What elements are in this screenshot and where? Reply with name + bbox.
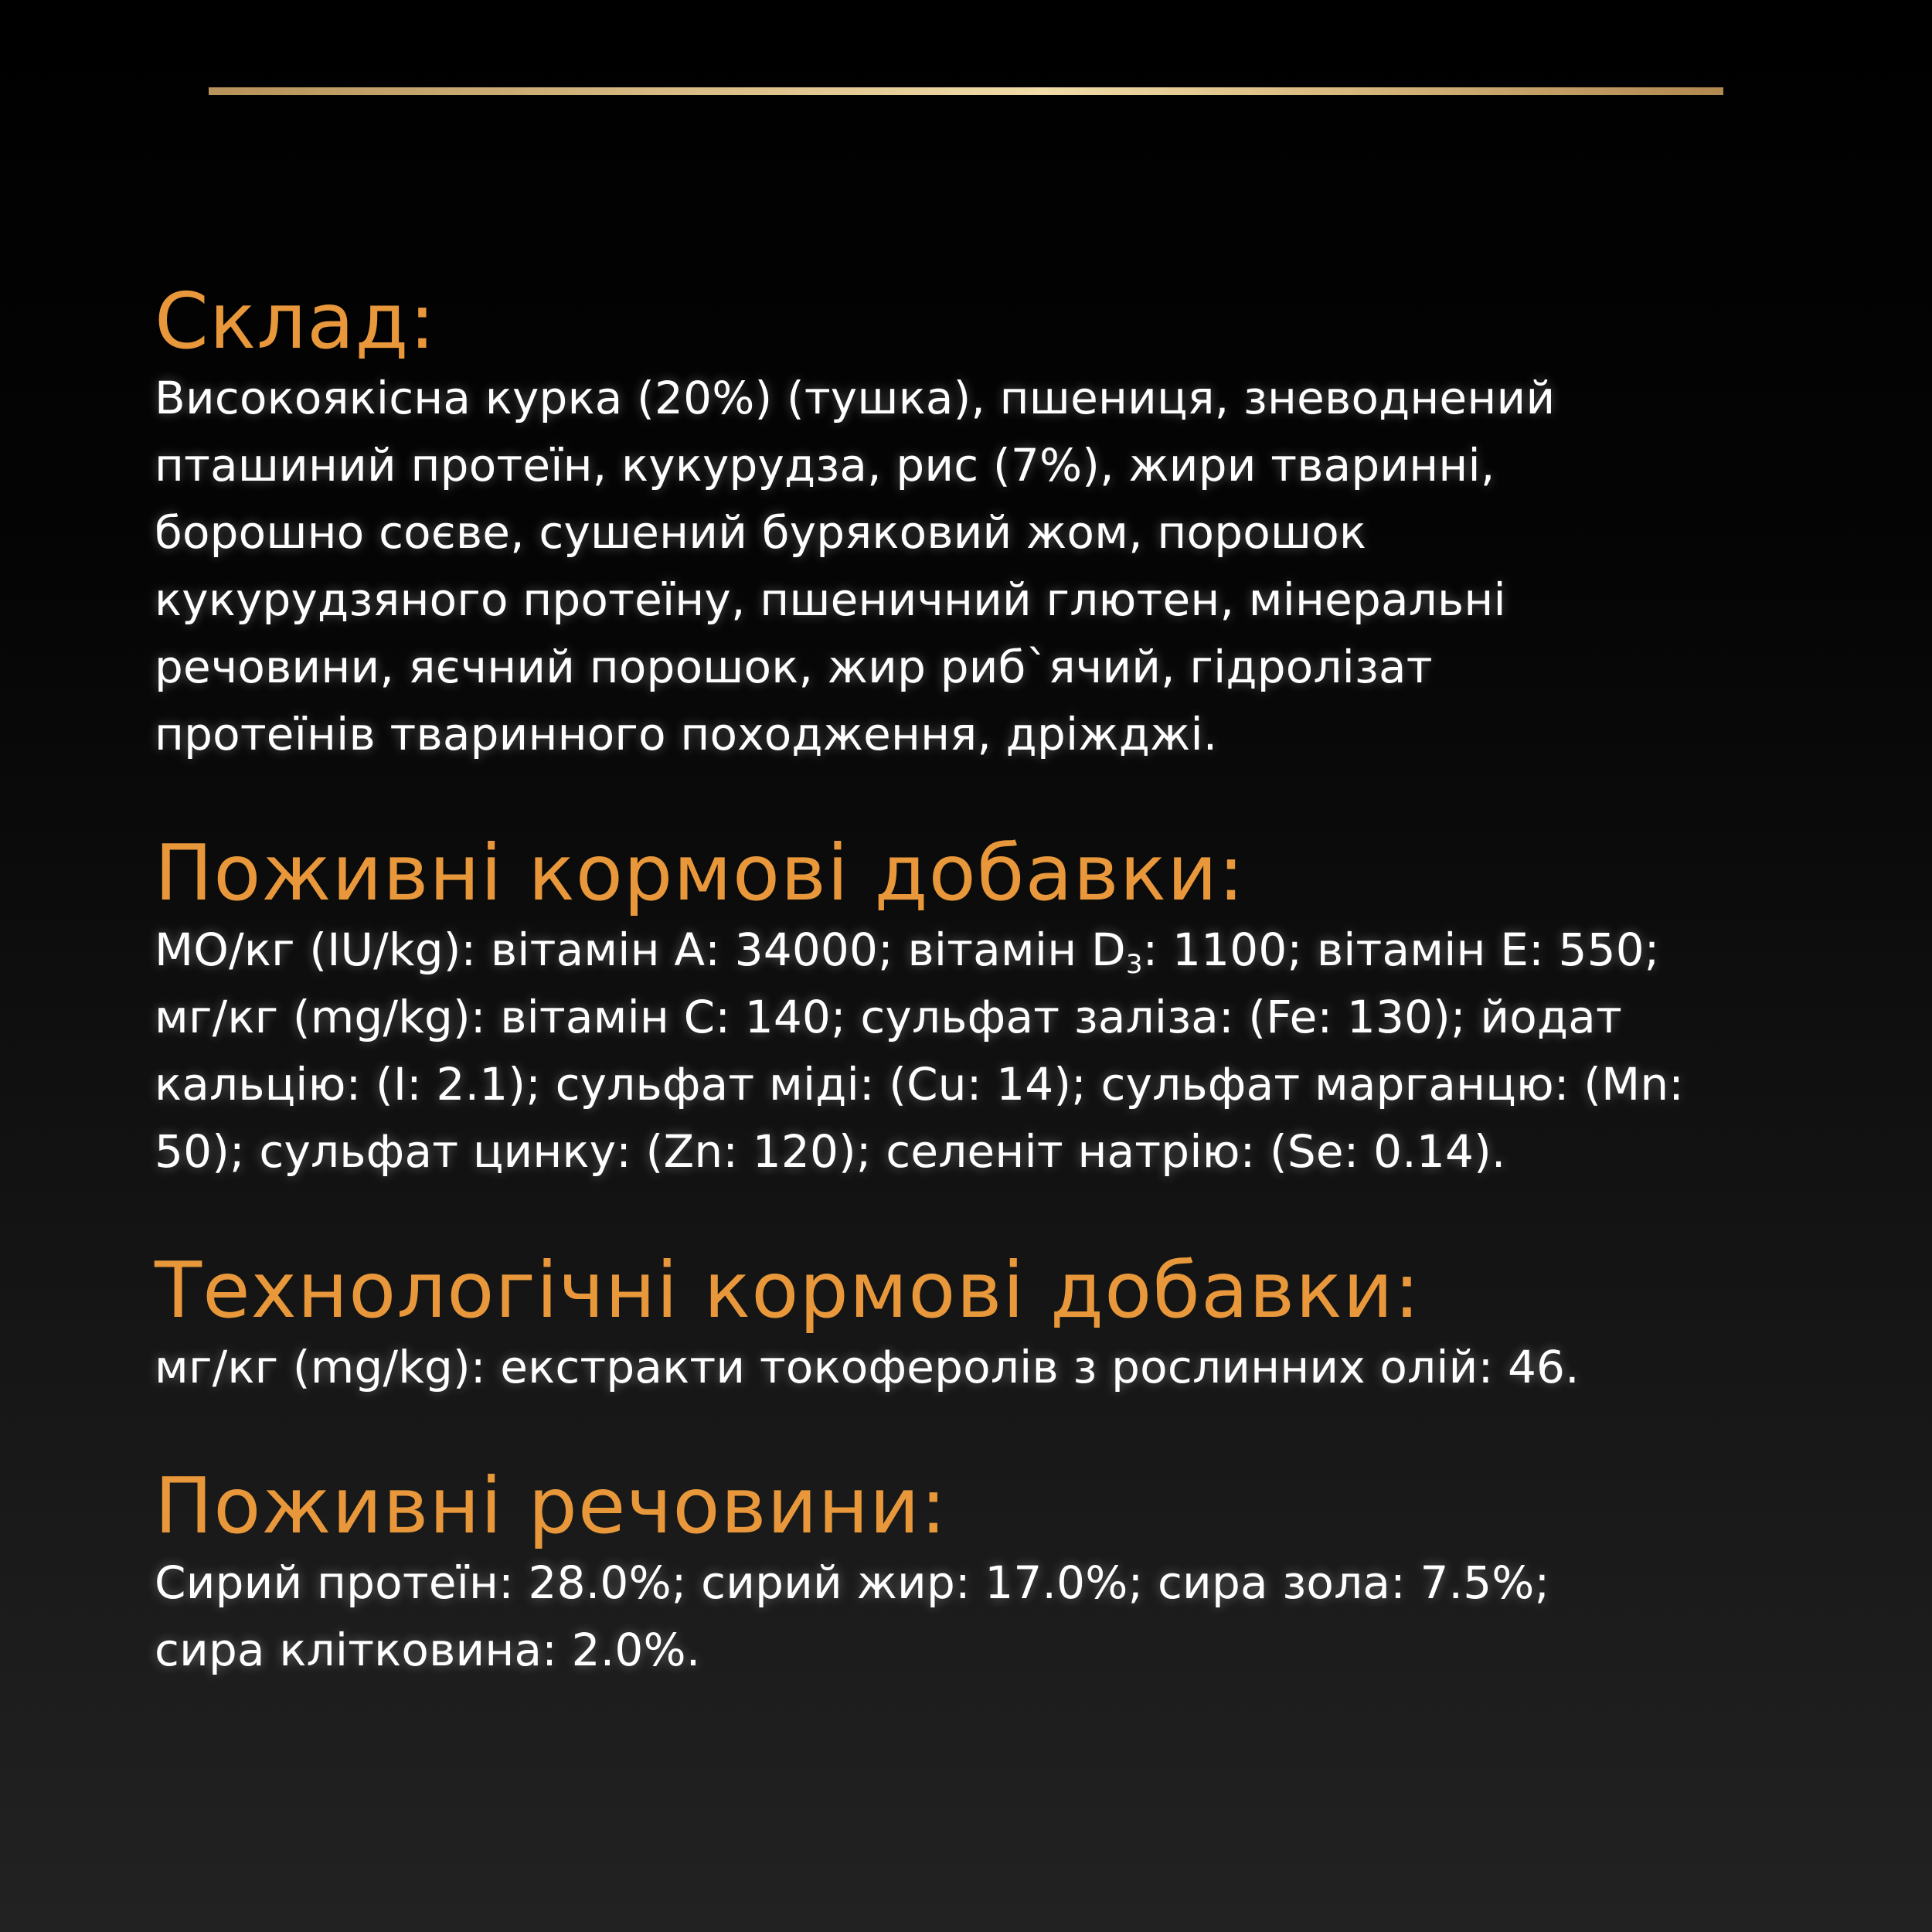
nutrients-heading: Поживні речовини: (155, 1461, 947, 1551)
composition-line: пташиний протеїн, кукурудза, рис (7%), жири тваринні, (155, 439, 1495, 492)
nutritional-additives-line: кальцію: (I: 2.1); сульфат міді: (Cu: 14); сульфат марганцю: (Mn: (155, 1058, 1685, 1111)
nutritional-additives-heading: Поживні кормові добавки: (155, 828, 1245, 918)
nutrients-line: Сирий протеїн: 28.0%; сирий жир: 17.0%; сира зола: 7.5%; (155, 1556, 1550, 1609)
nutritional-additives-section (155, 830, 1816, 1185)
nutritional-additives-line: мг/кг (mg/kg): вітамін С: 140; сульфат заліза: (Fe: 130); йодат (155, 991, 1622, 1043)
composition-heading: Склад: (155, 276, 437, 366)
nutrients-text (155, 1549, 1816, 1684)
technological-additives-section (155, 1247, 1816, 1401)
vitamins-iu-text-end: : 1100; вітамін Е: 550; (1142, 923, 1660, 976)
technological-additives-heading: Технологічні кормові добавки: (155, 1245, 1421, 1335)
composition-line: Високоякісна курка (20%) (тушка), пшениця, зневоднений (155, 372, 1556, 424)
composition-line: протеїнів тваринного походження, дріжджі. (155, 708, 1218, 760)
nutrients-section (155, 1463, 1816, 1684)
nutritional-additives-line: 50); сульфат цинку: (Zn: 120); селеніт натрію: (Se: 0.14). (155, 1125, 1506, 1178)
gold-divider (209, 87, 1723, 95)
composition-line: речовини, яєчний порошок, жир риб`ячий, гідролізат (155, 641, 1433, 693)
composition-section (155, 278, 1816, 768)
composition-line: кукурудзяного протеїну, пшеничний глютен, мінеральні (155, 573, 1506, 626)
subscript-three: 3 (1125, 949, 1143, 980)
nutritional-additives-text (155, 917, 1816, 1185)
ingredients-panel (155, 278, 1816, 1684)
nutrients-line: сира клітковина: 2.0%. (155, 1624, 701, 1676)
vitamins-iu-text: МО/кг (IU/kg): вітамін А: 34000; вітамін D (155, 923, 1126, 976)
technological-additives-line: мг/кг (mg/kg): екстракти токоферолів з рослинних олій: 46. (155, 1341, 1580, 1393)
technological-additives-text (155, 1334, 1816, 1401)
composition-text (155, 365, 1816, 768)
nutritional-additives-line (155, 917, 1816, 984)
composition-line: борошно соєве, сушений буряковий жом, порошок (155, 506, 1367, 559)
